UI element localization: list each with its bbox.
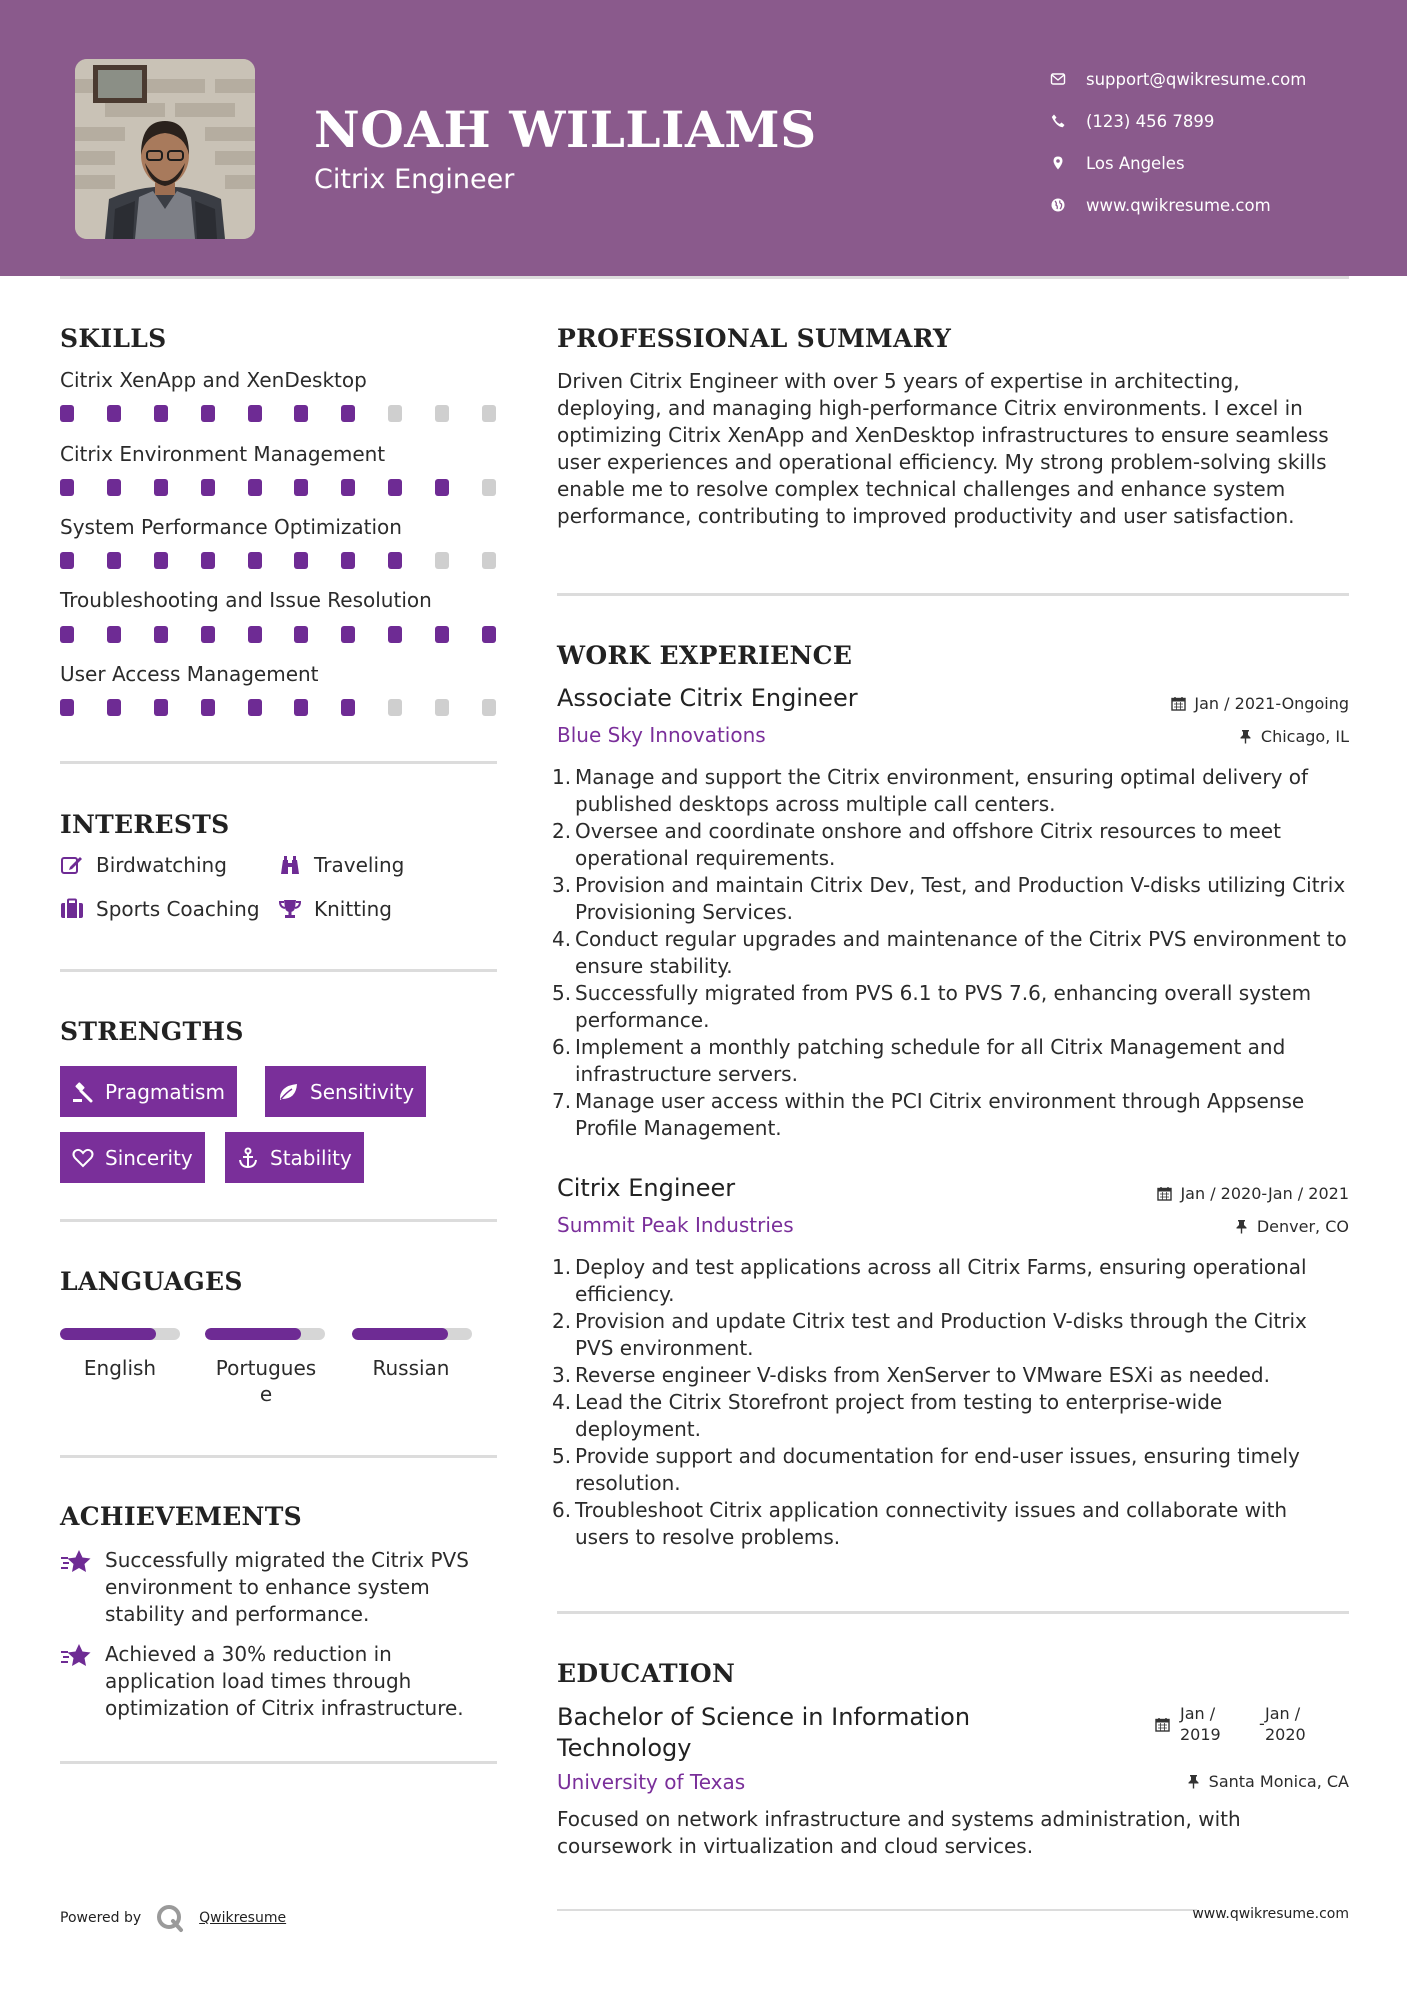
skill-dot bbox=[294, 405, 308, 422]
skill-dot bbox=[388, 479, 402, 496]
achievement-text: Successfully migrated the Citrix PVS environment to enhance system stability and performance. bbox=[105, 1548, 469, 1626]
anchor-icon bbox=[237, 1147, 259, 1169]
skill-name: System Performance Optimization bbox=[60, 515, 402, 539]
skill-name: Citrix Environment Management bbox=[60, 442, 386, 466]
job-duties bbox=[575, 764, 1347, 1142]
strength-badge bbox=[60, 1066, 237, 1117]
skill-dot bbox=[107, 626, 121, 643]
language-level-fill bbox=[60, 1328, 156, 1340]
skill-rating bbox=[60, 699, 496, 717]
skill-dot bbox=[294, 626, 308, 643]
contact-location bbox=[1050, 142, 1306, 184]
skill-dot bbox=[435, 479, 449, 496]
job-location bbox=[1238, 727, 1349, 746]
skill-dot bbox=[201, 626, 215, 643]
skill-dot bbox=[107, 699, 121, 716]
skill-dot bbox=[341, 552, 355, 569]
skill-dot bbox=[248, 405, 262, 422]
duty-item: Oversee and coordinate onshore and offshore Citrix resources to meet operational requirements. bbox=[575, 819, 1281, 870]
pushpin-icon bbox=[1234, 1219, 1249, 1234]
skill-dot bbox=[201, 552, 215, 569]
job-location-text: Denver, CO bbox=[1256, 1217, 1349, 1236]
skill-dot bbox=[201, 405, 215, 422]
education-location bbox=[1186, 1772, 1349, 1791]
summary-title: PROFESSIONAL SUMMARY bbox=[557, 324, 952, 353]
calendar-icon bbox=[1155, 1717, 1170, 1732]
language-level-bar bbox=[205, 1328, 325, 1340]
skill-dot bbox=[154, 626, 168, 643]
skill-dot bbox=[294, 699, 308, 716]
contact-phone[interactable] bbox=[1050, 100, 1306, 142]
contact-website-text: www.qwikresume.com bbox=[1086, 195, 1271, 215]
job-duties bbox=[575, 1254, 1347, 1551]
gavel-icon bbox=[72, 1081, 94, 1103]
section-divider bbox=[557, 1611, 1349, 1614]
job-location bbox=[1234, 1217, 1349, 1236]
achievement-item bbox=[60, 1641, 500, 1722]
interest-item bbox=[60, 853, 227, 877]
skill-dot bbox=[248, 479, 262, 496]
interests-title: INTERESTS bbox=[60, 810, 230, 839]
interest-item bbox=[278, 853, 404, 877]
experience-title: WORK EXPERIENCE bbox=[557, 641, 853, 670]
skill-dot bbox=[154, 699, 168, 716]
heart-icon bbox=[72, 1147, 94, 1169]
strength-label: Pragmatism bbox=[105, 1079, 225, 1104]
skill-dot bbox=[60, 699, 74, 716]
skill-dot bbox=[482, 405, 496, 422]
skill-dot bbox=[388, 626, 402, 643]
leaf-icon bbox=[277, 1081, 299, 1103]
section-divider bbox=[60, 1761, 497, 1764]
skill-dot bbox=[248, 552, 262, 569]
candidate-role: Citrix Engineer bbox=[314, 164, 515, 195]
skill-dot bbox=[482, 479, 496, 496]
powered-by bbox=[60, 1903, 286, 1933]
star-icon bbox=[60, 1549, 92, 1575]
duty-item: Provision and update Citrix test and Production V-disks through the Citrix PVS environment. bbox=[575, 1309, 1307, 1360]
job-title: Citrix Engineer bbox=[557, 1174, 736, 1202]
skill-dot bbox=[341, 405, 355, 422]
education-end-date: Jan / 2020 bbox=[1265, 1704, 1306, 1744]
skill-dot bbox=[482, 626, 496, 643]
skill-rating bbox=[60, 405, 496, 423]
skill-dot bbox=[435, 699, 449, 716]
trophy-icon bbox=[278, 898, 302, 920]
achievement-item bbox=[60, 1547, 500, 1628]
interest-label: Sports Coaching bbox=[96, 897, 260, 921]
language-name: Portugues e bbox=[215, 1356, 317, 1406]
footer-divider bbox=[557, 1909, 1197, 1911]
skills-title: SKILLS bbox=[60, 324, 167, 353]
qwikresume-link[interactable]: Qwikresume bbox=[199, 1910, 287, 1926]
skill-dot bbox=[60, 552, 74, 569]
skill-dot bbox=[482, 552, 496, 569]
language-name: English bbox=[83, 1356, 157, 1380]
education-description: Focused on network infrastructure and systems administration, with coursework in virtualization and cloud services. bbox=[557, 1807, 1241, 1858]
skill-rating bbox=[60, 626, 496, 644]
skill-dot bbox=[201, 699, 215, 716]
contact-list bbox=[1050, 58, 1306, 226]
duty-item: Successfully migrated from PVS 6.1 to PVS 7.6, enhancing overall system performance. bbox=[575, 981, 1312, 1032]
contact-location-text: Los Angeles bbox=[1086, 153, 1185, 173]
language-name: Russian bbox=[372, 1356, 450, 1380]
degree-title: Bachelor of Science in Information Technology bbox=[557, 1703, 971, 1762]
strengths-title: STRENGTHS bbox=[60, 1017, 244, 1046]
duty-item: Manage user access within the PCI Citrix environment through Appsense Profile Management. bbox=[575, 1089, 1305, 1140]
binoculars-icon bbox=[278, 854, 302, 876]
achievement-text: Achieved a 30% reduction in application load times through optimization of Citrix infrastructure. bbox=[105, 1642, 464, 1720]
skill-dot bbox=[341, 626, 355, 643]
duty-item: Troubleshoot Citrix application connectivity issues and collaborate with users to resolve problems. bbox=[575, 1498, 1288, 1549]
language-level-bar bbox=[352, 1328, 472, 1340]
duty-item: Conduct regular upgrades and maintenance of the Citrix PVS environment to ensure stability. bbox=[575, 927, 1347, 978]
interest-label: Knitting bbox=[314, 897, 392, 921]
skill-dot bbox=[341, 479, 355, 496]
job-date bbox=[1157, 1184, 1349, 1203]
skill-name: Troubleshooting and Issue Resolution bbox=[60, 588, 432, 612]
contact-email[interactable] bbox=[1050, 58, 1306, 100]
skill-dot bbox=[248, 626, 262, 643]
language-level-fill bbox=[352, 1328, 448, 1340]
section-divider bbox=[60, 761, 497, 764]
job-title: Associate Citrix Engineer bbox=[557, 684, 858, 712]
job-date bbox=[1171, 694, 1349, 713]
section-divider bbox=[557, 593, 1349, 596]
skill-name: Citrix XenApp and XenDesktop bbox=[60, 368, 367, 392]
skill-dot bbox=[60, 479, 74, 496]
header-divider bbox=[60, 276, 1349, 279]
calendar-icon bbox=[1157, 1186, 1172, 1201]
job-location-text: Chicago, IL bbox=[1260, 727, 1349, 746]
edit-icon bbox=[60, 854, 84, 876]
interest-item bbox=[278, 897, 392, 921]
qwikresume-logo-icon bbox=[155, 1903, 185, 1933]
interest-item bbox=[60, 897, 260, 921]
duty-item: Provide support and documentation for end-user issues, ensuring timely resolution. bbox=[575, 1444, 1300, 1495]
section-divider bbox=[60, 1455, 497, 1458]
skill-dot bbox=[388, 552, 402, 569]
skill-dot bbox=[435, 552, 449, 569]
strength-label: Sensitivity bbox=[310, 1079, 415, 1104]
skill-dot bbox=[201, 479, 215, 496]
skill-dot bbox=[107, 479, 121, 496]
profile-photo bbox=[75, 59, 255, 239]
education-location-text: Santa Monica, CA bbox=[1208, 1772, 1349, 1791]
skill-dot bbox=[435, 626, 449, 643]
resume-header bbox=[0, 0, 1407, 276]
skill-dot bbox=[388, 405, 402, 422]
duty-item: Reverse engineer V-disks from XenServer to VMware ESXi as needed. bbox=[575, 1363, 1270, 1387]
skill-dot bbox=[388, 699, 402, 716]
skill-dot bbox=[435, 405, 449, 422]
phone-icon bbox=[1050, 113, 1086, 129]
candidate-name: NOAH WILLIAMS bbox=[314, 100, 817, 159]
skill-dot bbox=[294, 479, 308, 496]
contact-phone-text: (123) 456 7899 bbox=[1086, 111, 1215, 131]
section-divider bbox=[60, 969, 497, 972]
section-divider bbox=[60, 1219, 497, 1222]
skill-dot bbox=[248, 699, 262, 716]
pushpin-icon bbox=[1238, 729, 1253, 744]
skill-dot bbox=[294, 552, 308, 569]
duty-item: Implement a monthly patching schedule for all Citrix Management and infrastructure servers. bbox=[575, 1035, 1286, 1086]
education-date-separator: - bbox=[1259, 1714, 1265, 1733]
skill-dot bbox=[482, 699, 496, 716]
language-level-fill bbox=[205, 1328, 301, 1340]
strength-badge bbox=[60, 1132, 205, 1183]
job-date-text: Jan / 2021-Ongoing bbox=[1194, 694, 1349, 713]
skill-dot bbox=[107, 552, 121, 569]
school-name: University of Texas bbox=[557, 1770, 746, 1794]
strength-label: Sincerity bbox=[105, 1145, 193, 1170]
contact-website[interactable] bbox=[1050, 184, 1306, 226]
interest-label: Traveling bbox=[314, 853, 405, 877]
summary-text: Driven Citrix Engineer with over 5 years of expertise in architecting, deploying, and managing high-performance Citrix environments. I excel in optimizing Citrix XenApp and XenDesktop infrastructures to ensure seamless user experiences and operational efficiency. My strong problem-solving skills enable me to resolve complex technical challenges and enhance system performance, contributing to improved productivity and user satisfaction. bbox=[557, 369, 1329, 528]
strength-badge bbox=[225, 1132, 364, 1183]
skill-dot bbox=[154, 479, 168, 496]
language-level-bar bbox=[60, 1328, 180, 1340]
duty-item: Manage and support the Citrix environment, ensuring optimal delivery of published desktops across multiple call centers. bbox=[575, 765, 1309, 816]
contact-email-text: support@qwikresume.com bbox=[1086, 69, 1307, 89]
duty-item: Provision and maintain Citrix Dev, Test, and Production V-disks utilizing Citrix Provisioning Services. bbox=[575, 873, 1346, 924]
skill-dot bbox=[154, 552, 168, 569]
job-company: Summit Peak Industries bbox=[557, 1213, 794, 1237]
pushpin-icon bbox=[1186, 1774, 1201, 1789]
star-icon bbox=[60, 1643, 92, 1669]
duty-item: Deploy and test applications across all Citrix Farms, ensuring operational efficiency. bbox=[575, 1255, 1307, 1306]
strength-badge bbox=[265, 1066, 426, 1117]
interest-label: Birdwatching bbox=[96, 853, 227, 877]
strength-label: Stability bbox=[270, 1145, 352, 1170]
powered-by-label: Powered by bbox=[60, 1910, 142, 1926]
skill-dot bbox=[154, 405, 168, 422]
job-date-text: Jan / 2020-Jan / 2021 bbox=[1180, 1184, 1349, 1203]
education-title: EDUCATION bbox=[557, 1659, 736, 1688]
location-pin-icon bbox=[1050, 155, 1086, 171]
duty-item: Lead the Citrix Storefront project from testing to enterprise-wide deployment. bbox=[575, 1390, 1223, 1441]
skill-dot bbox=[107, 405, 121, 422]
languages-title: LANGUAGES bbox=[60, 1267, 243, 1296]
job-company: Blue Sky Innovations bbox=[557, 723, 766, 747]
skill-name: User Access Management bbox=[60, 662, 319, 686]
education-start-date: Jan / 2019 bbox=[1180, 1704, 1221, 1744]
footer-url[interactable]: www.qwikresume.com bbox=[1192, 1906, 1349, 1922]
skill-dot bbox=[341, 699, 355, 716]
globe-icon bbox=[1050, 197, 1086, 213]
skill-dot bbox=[60, 626, 74, 643]
skill-rating bbox=[60, 552, 496, 570]
skill-dot bbox=[60, 405, 74, 422]
briefcase-icon bbox=[60, 898, 84, 920]
skill-rating bbox=[60, 479, 496, 497]
achievements-title: ACHIEVEMENTS bbox=[60, 1502, 302, 1531]
envelope-icon bbox=[1050, 71, 1086, 87]
calendar-icon bbox=[1171, 696, 1186, 711]
